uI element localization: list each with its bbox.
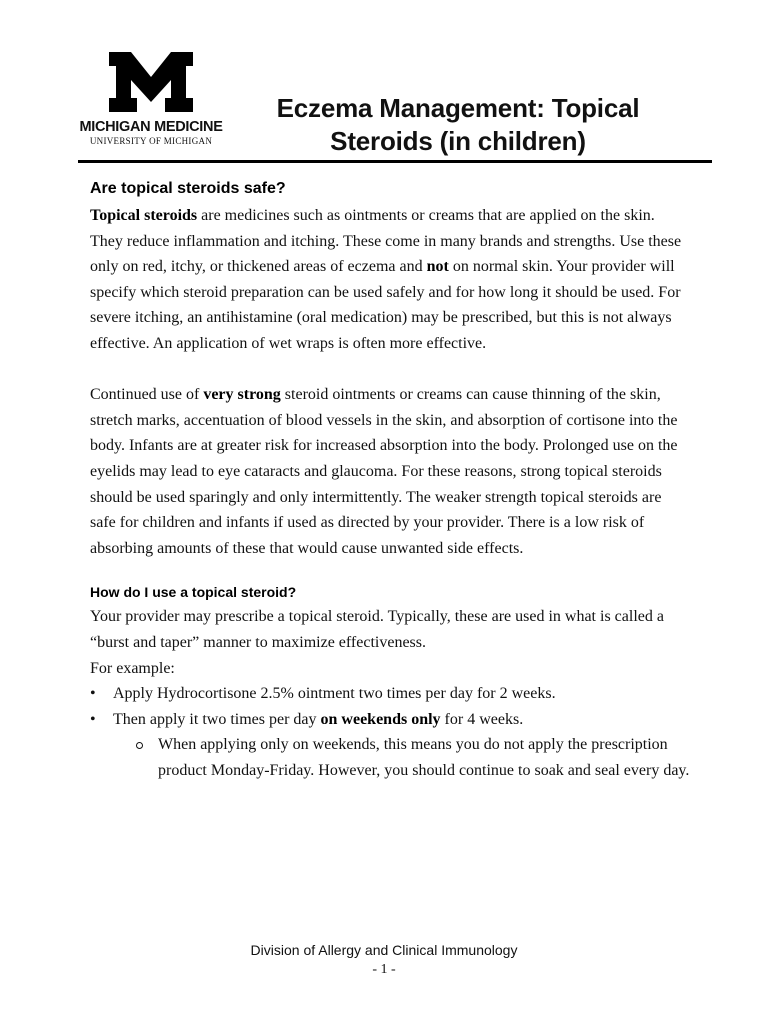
sub-instruction-list	[90, 732, 690, 783]
page-footer	[0, 940, 768, 980]
title-line-2: Steroids (in children)	[330, 126, 586, 156]
section-heading-usage: How do I use a topical steroid?	[90, 584, 297, 601]
hollow-circle-bullet-icon	[136, 742, 143, 749]
paragraph-usage-intro: Your provider may prescribe a topical steroid. Typically, these are used in what is called a “burst and taper” manner to maximize effectiveness.	[90, 608, 664, 651]
block-m-logo-icon	[109, 52, 193, 112]
paragraph-topical-steroids: Topical steroids are medicines such as ointments or creams that are applied on the skin. They reduce inflammation and itching. These come in many brands and strengths. Use these only on red, itchy, or thickened areas of eczema and not on normal skin. Your provider will specify which steroid preparation can be used safely and for how long it should be used. For severe itching, an antihistamine (oral medication) may be prescribed, but this is not always effective. An application of wet wraps is often more effective.	[90, 207, 682, 352]
document-body	[90, 176, 690, 783]
paragraph-side-effects: Continued use of very strong steroid ointments or creams can cause thinning of the skin, stretch marks, accentuation of blood vessels in the skin, and absorption of cortisone into the body. Infants are at greater risk for increased absorption into the body. Prolonged use on the eyelids may lead to eye cataracts and glaucoma. For these reasons, strong topical steroids should be used sparingly and only intermittently. The weaker strength topical steroids are safe for children and infants if used as directed by your provider. There is a low risk of absorbing amounts of these that would cause unwanted side effects.	[90, 386, 678, 557]
bold-term: on weekends only	[320, 710, 441, 728]
brand-subtitle: UNIVERSITY OF MICHIGAN	[89, 136, 213, 146]
page-number: - 1 -	[372, 962, 396, 977]
list-item: When applying only on weekends, this means you do not apply the prescription product Monday-Friday. However, you should continue to soak and seal every day.	[90, 732, 690, 783]
footer-division: Division of Allergy and Clinical Immunology	[250, 942, 518, 958]
bold-term: not	[426, 258, 449, 276]
header-divider	[78, 160, 712, 163]
list-item: • Then apply it two times per day on weekends only for 4 weeks.	[90, 707, 690, 733]
bold-term: Topical steroids	[90, 207, 198, 224]
page-title	[234, 92, 682, 158]
bold-term: very strong	[203, 386, 281, 404]
michigan-medicine-logo	[78, 52, 224, 146]
instruction-list	[90, 681, 690, 732]
section-heading-safety: Are topical steroids safe?	[90, 180, 286, 197]
brand-name: MICHIGAN MEDICINE	[79, 119, 223, 135]
example-label: For example:	[90, 659, 175, 677]
list-item: • Apply Hydrocortisone 2.5% ointment two times per day for 2 weeks.	[90, 681, 690, 707]
title-line-1: Eczema Management: Topical	[276, 93, 640, 123]
